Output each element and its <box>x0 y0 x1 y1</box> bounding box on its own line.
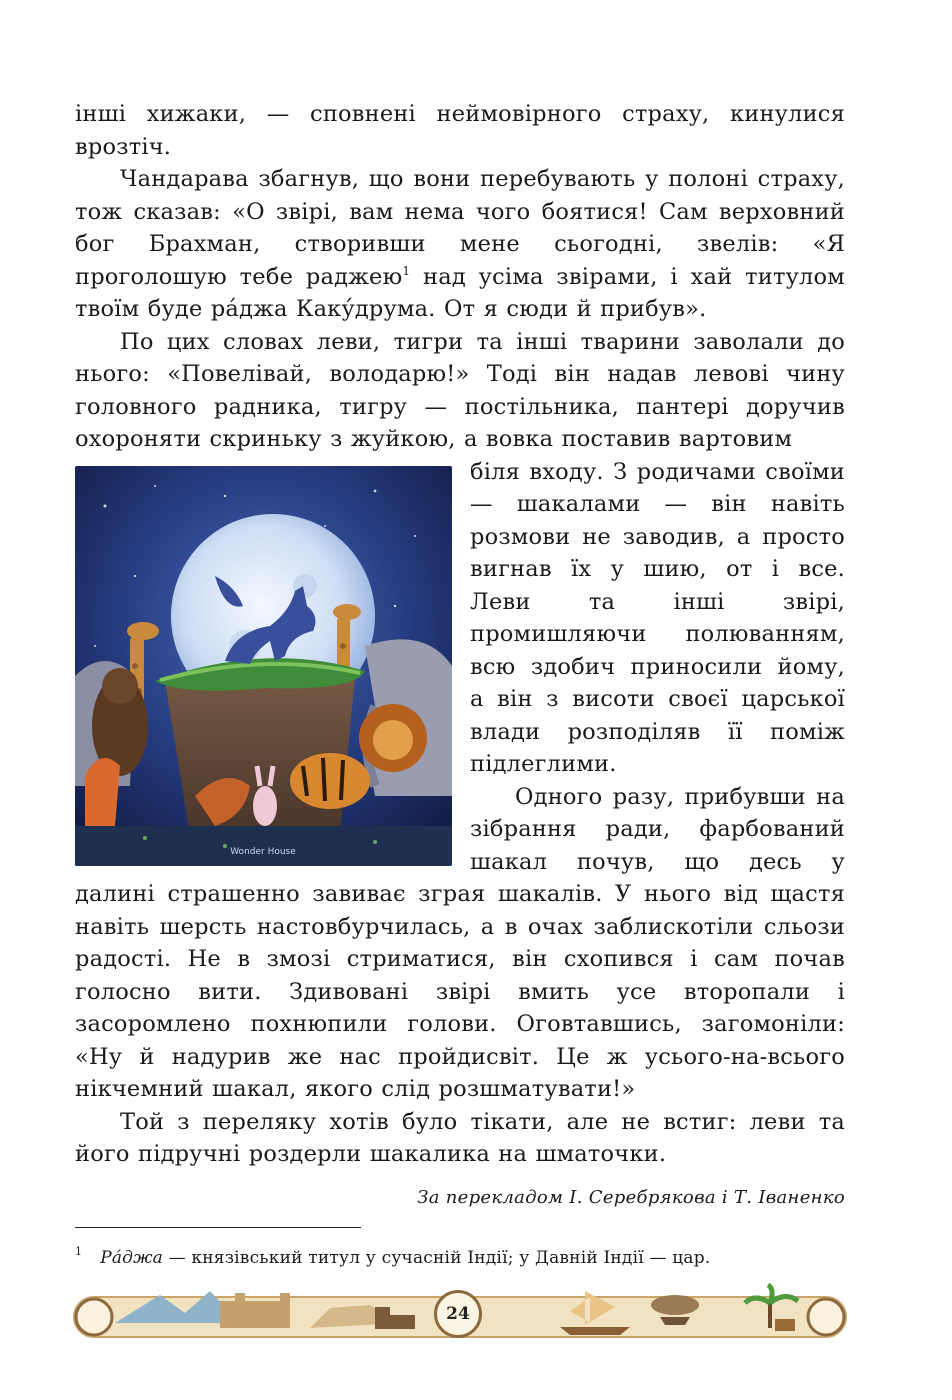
paragraph-2-part-a: Чандарава збагнув, що вони перебувають у полоні страху, тож сказав: «О звірі, вам нема чого боятися! Сам верховний бог Брахман, створивши мене сьогодні, звелів: «Я проголошую тебе раджею <box>75 166 845 290</box>
footnote-mark: 1 <box>75 1245 83 1258</box>
paragraph-2 <box>75 163 845 326</box>
airship-icon <box>651 1295 699 1315</box>
paragraph-3: По цих словах леви, тигри та інші тварини заволали до нього: «Повелівай, володарю!» Тоді він надав левові чину головного радника, тигру — постільника, пантері доручив охороняти скриньку з жуйкою, а вовка поставив вартовим <box>75 328 845 452</box>
banner-left-medallion-icon <box>76 1299 112 1335</box>
illustration-image <box>75 466 452 866</box>
article-body <box>75 98 845 1208</box>
paragraph-1: інші хижаки, — сповнені неймовірного страху, кинулися врозтіч. <box>75 101 845 160</box>
ship-hull-icon <box>560 1327 630 1335</box>
footnote <box>75 1245 710 1268</box>
moonlit-animals-illustration <box>75 466 452 866</box>
airship-gondola-icon <box>660 1317 690 1325</box>
page-number: 24 <box>434 1290 482 1338</box>
translation-source: За перекладом І. Серебрякова і Т. Іваненко <box>417 1186 845 1208</box>
footnote-divider <box>75 1227 361 1228</box>
footnote-term: Ра́джа <box>100 1248 164 1268</box>
paragraph-4: Одного разу, прибувши на зібрання ради, фарбований шакал почув, що десь у далині страшенно завиває зграя шакалів. У нього від щастя навіть шерсть настовбурчилась, а в очах заблискотіли сльози радості. Не в змозі стриматися, він схопився і сам почав голосно вити. Здивовані звірі вмить усе второпали і засоромлено похнюпили голови. Оговтавшись, загомоніли: «Ну й надурив же нас пройдисвіт. Це ж усього-на-всього нікчемний шакал, якого слід розшматувати!» <box>75 783 845 1102</box>
banner-right-medallion-icon <box>808 1299 844 1335</box>
treasure-chest-icon <box>775 1319 795 1331</box>
footnote-reference[interactable]: 1 <box>402 263 411 278</box>
paragraph-5: Той з переляку хотів було тікати, але не встиг: леви та його підручні роздерли шакалика на шматочки. <box>75 1108 845 1167</box>
footnote-text: — князівський титул у сучасній Індії; у Давній Індії — цар. <box>163 1248 711 1268</box>
paragraph-3-continued: біля входу. З родичами своїми — шакалами — він навіть розмови не заводив, а просто вигнав їх у шию, от і все. Леви та інші звірі, промишляючи полюванням, всю здобич приносили йому, а він з висоти своєї царської влади розподіляв її поміж підлеглими. <box>470 458 845 777</box>
illustration-caption-mark: Wonder House <box>230 846 296 857</box>
paragraph-2-part-b: над усіма звірами, і хай титулом твоїм буде ра́джа Каку́друма. От я сюди й прибув». <box>75 263 845 322</box>
